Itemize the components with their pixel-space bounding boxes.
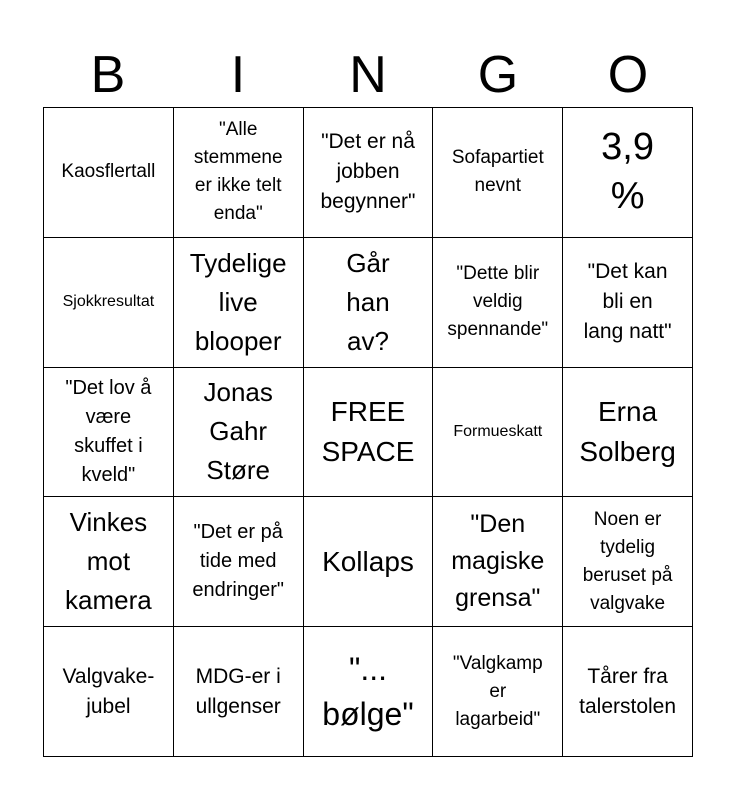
bingo-cell-3-1[interactable] [44, 368, 174, 498]
header-letter-b: B [90, 46, 126, 104]
bingo-cell-5-1[interactable] [44, 627, 174, 757]
bingo-cell-4-2[interactable] [174, 497, 304, 627]
free-space-label: FREE SPACE [321, 395, 415, 467]
bingo-cell-2-2[interactable] [174, 238, 304, 368]
bingo-cell-1-3[interactable] [304, 108, 434, 238]
bingo-cell-3-3[interactable] [304, 368, 434, 498]
bingo-cell-text: Sofapartiet nevnt [451, 147, 544, 197]
bingo-cell-text: "Dette blir veldig spennande" [447, 263, 549, 341]
bingo-cell-4-1[interactable] [44, 497, 174, 627]
bingo-cell-text: Noen er tydelig beruset på valgvake [582, 508, 673, 614]
bingo-cell-4-3[interactable] [304, 497, 434, 627]
bingo-cell-4-5[interactable] [563, 497, 693, 627]
bingo-cell-5-2[interactable] [174, 627, 304, 757]
bingo-cell-5-4[interactable] [433, 627, 563, 757]
header-letter-o: O [607, 46, 649, 104]
header-letter-i: I [230, 46, 246, 104]
bingo-cell-text: Sjokkresultat [62, 293, 155, 311]
bingo-cell-text: Tydelige live blooper [189, 247, 287, 356]
bingo-cell-5-5[interactable] [563, 627, 693, 757]
bingo-cell-text: "Alle stemmene er ikke telt enda" [193, 119, 283, 225]
bingo-cell-2-4[interactable] [433, 238, 563, 368]
bingo-cell-text: Går han av? [346, 247, 390, 356]
bingo-cell-text: Vinkes mot kamera [65, 507, 152, 616]
bingo-cell-2-3[interactable] [304, 238, 434, 368]
bingo-cell-text: Tårer fra talerstolen [579, 664, 677, 718]
bingo-grid [43, 107, 693, 757]
bingo-cell-text: Kaosflertall [61, 161, 156, 183]
bingo-cell-text: "Det er nå jobben begynner" [320, 130, 416, 214]
bingo-cell-text: Jonas Gahr Støre [203, 377, 273, 486]
header-letter-g: G [477, 46, 519, 104]
bingo-cell-text: "Valgkamp er lagarbeid" [452, 652, 543, 730]
bingo-cell-text: "Det lov å være skuffet i kveld" [65, 376, 152, 486]
bingo-cell-text: Valgvake- jubel [62, 664, 155, 718]
bingo-cell-1-2[interactable] [174, 108, 304, 238]
bingo-cell-2-1[interactable] [44, 238, 174, 368]
bingo-cell-text: "... bølge" [322, 650, 414, 732]
bingo-cell-1-5[interactable] [563, 108, 693, 238]
bingo-cell-text: MDG-er i ullgenser [195, 664, 281, 718]
bingo-cell-3-5[interactable] [563, 368, 693, 498]
bingo-cell-text: Formueskatt [453, 422, 543, 440]
bingo-cell-text: Erna Solberg [579, 395, 676, 467]
bingo-cell-text: 3,9 % [601, 126, 654, 218]
bingo-header [43, 42, 693, 108]
bingo-cell-text: "Det kan bli en lang natt" [583, 260, 672, 344]
bingo-cell-5-3[interactable] [304, 627, 434, 757]
bingo-cell-1-4[interactable] [433, 108, 563, 238]
bingo-cell-3-2[interactable] [174, 368, 304, 498]
bingo-cell-3-4[interactable] [433, 368, 563, 498]
bingo-cell-text: "Det er på tide med endringer" [192, 521, 284, 602]
bingo-cell-text: Kollaps [322, 545, 414, 577]
bingo-cell-text: "Den magiske grensa" [451, 510, 545, 613]
bingo-cell-2-5[interactable] [563, 238, 693, 368]
bingo-cell-4-4[interactable] [433, 497, 563, 627]
header-letter-n: N [349, 46, 387, 104]
bingo-cell-1-1[interactable] [44, 108, 174, 238]
